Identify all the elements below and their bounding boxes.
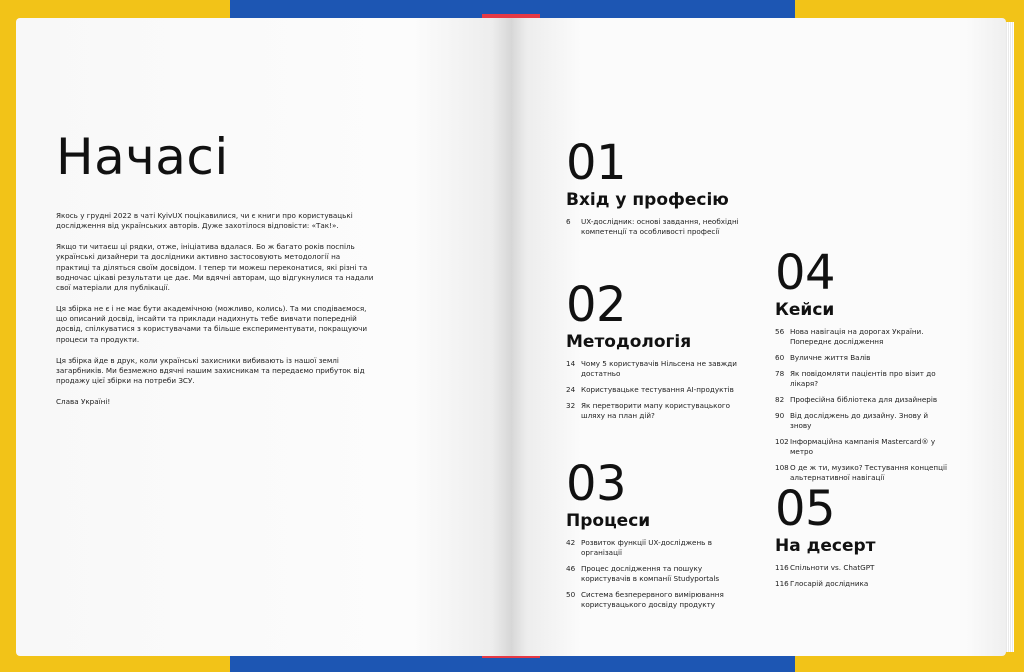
toc-section-05 (775, 481, 948, 595)
toc-item[interactable] (566, 538, 739, 558)
toc-page-number: 78 (775, 369, 785, 378)
section-items (775, 327, 948, 483)
toc-item[interactable] (566, 385, 739, 395)
section-number: 05 (775, 481, 836, 537)
toc-page-number: 56 (775, 327, 785, 336)
toc-item[interactable] (775, 327, 948, 347)
toc-item[interactable] (566, 590, 739, 610)
toc-page-number: 32 (566, 401, 576, 410)
section-items (775, 563, 948, 589)
page-title: Начасі (56, 128, 229, 186)
toc-section-01 (566, 135, 739, 243)
toc-item[interactable] (775, 353, 948, 363)
section-title: Процеси (566, 511, 651, 531)
toc-page-number: 60 (775, 353, 785, 362)
toc-item[interactable] (775, 411, 948, 431)
toc-page-number: 108 (775, 463, 789, 472)
toc-item[interactable] (566, 401, 739, 421)
toc-item-title: Глосарій дослідника (790, 579, 869, 588)
toc-item-title: Як повідомляти пацієнтів про візит до лікаря? (790, 369, 936, 388)
toc-item-title: Вуличне життя Валів (790, 353, 871, 362)
toc-item-title: Від досліджень до дизайну. Знову й знову (790, 411, 929, 430)
page-edges (1006, 22, 1014, 652)
section-items (566, 217, 739, 237)
toc-item[interactable] (775, 579, 948, 589)
toc-page-number: 6 (566, 217, 571, 226)
toc-page-number: 102 (775, 437, 789, 446)
toc-item[interactable] (775, 395, 948, 405)
toc-item-title: Користувацьке тестування АІ-продуктів (581, 385, 734, 394)
toc-section-04 (775, 245, 948, 489)
toc-page-number: 116 (775, 563, 789, 572)
toc-section-03 (566, 456, 739, 616)
toc-item-title: Спільноти vs. ChatGPT (790, 563, 875, 572)
toc-item[interactable] (566, 564, 739, 584)
toc-item-title: Нова навігація на дорогах України. Попереднє дослідження (790, 327, 924, 346)
toc-item[interactable] (775, 437, 948, 457)
toc-item[interactable] (775, 563, 948, 573)
intro-text (56, 211, 374, 418)
toc-item-title: Розвиток функції UX-досліджень в організації (581, 538, 712, 557)
section-number: 02 (566, 277, 627, 333)
intro-paragraph: Якось у грудні 2022 в чаті KyivUX поцікавилися, чи є книги про користувацькі дослідження від українських авторів. Дуже захотілося відповісти: «Так!». (56, 211, 353, 231)
toc-item-title: Чому 5 користувачів Нільсена не завжди достатньо (581, 359, 737, 378)
toc-page-number: 24 (566, 385, 576, 394)
intro-paragraph: Ця збірка не є і не має бути академічною (можливо, колись). Та ми сподіваємося, що описаний досвід, інсайти та приклади надихнуть тебе вивчати попередній досвід, спілкуватися з користувачами та більше експериментувати, покращуючи процеси та продукти. (56, 304, 368, 344)
toc-page-number: 14 (566, 359, 576, 368)
intro-paragraph: Слава Україні! (56, 397, 111, 407)
intro-paragraph: Якщо ти читаєш ці рядки, отже, ініціатива вдалася. Бо ж багато років поспіль українські дизайнери та дослідники активно застосовують методології на практиці та діляться своїм досвідом. І тепер ти можеш переконатися, які різні та водночас цікаві результати це дає. Ми вдячні авторам, що відгукнулися та надали свої матеріали для публікації. (56, 242, 374, 293)
toc-item-title: UX-дослідник: основі завдання, необхідні компетенції та особливості професії (581, 217, 739, 236)
toc-item-title: Інформаційна кампанія Mastercard® у метро (790, 437, 936, 456)
toc-item[interactable] (775, 369, 948, 389)
toc-item[interactable] (566, 359, 739, 379)
toc-page-number: 46 (566, 564, 576, 573)
section-items (566, 538, 739, 610)
section-number: 01 (566, 135, 627, 191)
toc-item[interactable] (775, 463, 948, 483)
section-number: 04 (775, 245, 836, 301)
toc-page-number: 82 (775, 395, 785, 404)
toc-item-title: Процес дослідження та пошуку користувачів в компанії Studyportals (581, 564, 720, 583)
toc-item-title: О де ж ти, музико? Тестування концепції альтернативної навігації (790, 463, 948, 482)
section-title: Методологія (566, 332, 692, 352)
toc-page-number: 42 (566, 538, 576, 547)
toc-page-number: 116 (775, 579, 789, 588)
toc-page-number: 90 (775, 411, 785, 420)
section-title: На десерт (775, 536, 876, 556)
toc-page-number: 50 (566, 590, 576, 599)
toc-item[interactable] (566, 217, 739, 237)
toc-item-title: Система безперервного вимірювання користувацького досвіду продукту (581, 590, 724, 609)
intro-paragraph: Ця збірка йде в друк, коли українські захисники вибивають із нашої землі загарбників. Ми безмежно вдячні нашим захисникам та передаємо прибуток від продажу цієї збірки на потреби ЗСУ. (56, 355, 365, 386)
section-title: Вхід у професію (566, 190, 729, 210)
toc-item-title: Як перетворити мапу користувацького шляху на план дій? (581, 401, 731, 420)
section-number: 03 (566, 456, 627, 512)
toc-section-02 (566, 277, 739, 427)
section-title: Кейси (775, 300, 835, 320)
section-items (566, 359, 739, 421)
toc-item-title: Професійна бібліотека для дизайнерів (790, 395, 938, 404)
